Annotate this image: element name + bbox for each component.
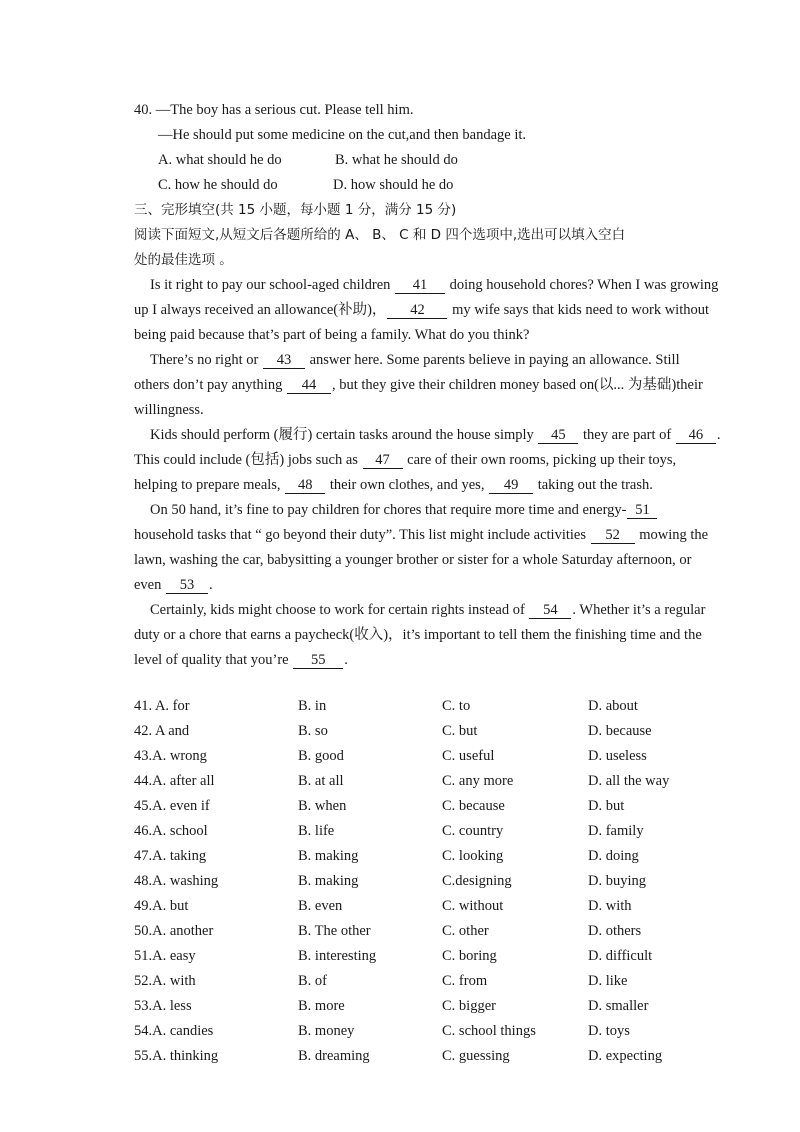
option-c: C. to (442, 698, 471, 714)
q40-stem: 40. —The boy has a serious cut. Please tell him. (134, 102, 414, 118)
passage-text: , but they give their children money based on(以... 为基础)their (331, 377, 703, 393)
options-row (134, 847, 694, 872)
option-c: C. school things (442, 1023, 536, 1039)
option-c: C. bigger (442, 998, 496, 1014)
options-row (134, 897, 694, 922)
blank-52: 52 (591, 528, 635, 544)
options-row (134, 772, 694, 797)
option-c: C. any more (442, 773, 514, 789)
option-c: C. guessing (442, 1048, 510, 1064)
options-row (134, 922, 694, 947)
passage-text: doing household chores? When I was growing (446, 277, 719, 293)
options-row (134, 722, 694, 747)
blank-47: 47 (363, 453, 403, 469)
blank-41: 41 (395, 278, 445, 294)
passage-text: others don’t pay anything (134, 377, 286, 393)
option-d: D. all the way (588, 773, 670, 789)
options-row (134, 1022, 694, 1047)
passage-line: being paid because that’s part of being a family. What do you think? (134, 327, 530, 343)
option-a: 48.A. washing (134, 873, 219, 889)
options-row (134, 822, 694, 847)
passage-line: lawn, washing the car, babysitting a younger brother or sister for a whole Saturday afternoon, or (134, 552, 692, 568)
option-d: D. with (588, 898, 632, 914)
passage-text: On 50 hand, it’s fine to pay children for chores that require more time and energy- (150, 502, 627, 518)
passage-line (134, 526, 708, 544)
passage-text: their own clothes, and yes, (326, 477, 489, 493)
passage-line (134, 301, 709, 319)
q40-reply: —He should put some medicine on the cut,and then bandage it. (158, 127, 527, 143)
passage-line: willingness. (134, 402, 204, 418)
blank-42: 42 (387, 303, 447, 319)
section-heading: 三、完形填空(共 15 小题，每小题 1 分，满分 15 分) (134, 202, 457, 218)
q40-option-d: D. how should he do (333, 177, 454, 193)
option-c: C. country (442, 823, 504, 839)
options-row (134, 747, 694, 772)
option-a: 51.A. easy (134, 948, 196, 964)
passage-text: Is it right to pay our school-aged children (150, 277, 395, 293)
options-row (134, 1047, 694, 1072)
option-a: 44.A. after all (134, 773, 215, 789)
passage-text: Certainly, kids might choose to work for certain rights instead of (150, 602, 529, 618)
answer-options-table (134, 697, 694, 1072)
option-a: 41. A. for (134, 698, 190, 714)
option-d: D. expecting (588, 1048, 663, 1064)
option-a: 53.A. less (134, 998, 192, 1014)
option-b: B. interesting (298, 948, 377, 964)
option-a: 54.A. candies (134, 1023, 214, 1039)
passage-line (134, 651, 348, 669)
section-instruction-line1: 阅读下面短文,从短文后各题所给的 A、 B、 C 和 D 四个选项中,选出可以填入空白 (134, 227, 626, 243)
option-a: 50.A. another (134, 923, 214, 939)
option-b: B. when (298, 798, 347, 814)
passage-line (134, 451, 676, 469)
passage-text: This could include (包括) jobs such as (134, 452, 362, 468)
option-a: 47.A. taking (134, 848, 207, 864)
passage-line (134, 576, 213, 594)
option-c: C. from (442, 973, 488, 989)
blank-44: 44 (287, 378, 331, 394)
passage-text: up I always received an allowance(补助)， (134, 302, 387, 318)
option-b: B. making (298, 848, 359, 864)
option-a: 43.A. wrong (134, 748, 207, 764)
passage-text: taking out the trash. (534, 477, 653, 493)
passage-text: . (716, 427, 721, 443)
passage-line: duty or a chore that earns a paycheck(收入)，it’s important to tell them the finishing time and the (134, 627, 702, 643)
option-c: C. useful (442, 748, 495, 764)
options-row (134, 997, 694, 1022)
option-d: D. like (588, 973, 628, 989)
option-b: B. life (298, 823, 335, 839)
option-a: 49.A. but (134, 898, 189, 914)
passage-text: . Whether it’s a regular (572, 602, 706, 618)
option-b: B. The other (298, 923, 371, 939)
option-a: 45.A. even if (134, 798, 210, 814)
option-d: D. because (588, 723, 652, 739)
options-row (134, 697, 694, 722)
option-d: D. about (588, 698, 638, 714)
passage-line (134, 376, 703, 394)
option-b: B. so (298, 723, 328, 739)
passage-text: care of their own rooms, picking up their toys, (403, 452, 677, 468)
passage-text: mowing the (635, 527, 709, 543)
passage-line (150, 276, 718, 294)
option-d: D. difficult (588, 948, 653, 964)
passage-text: they are part of (579, 427, 675, 443)
q40-option-c: C. how he should do (158, 177, 278, 193)
option-b: B. good (298, 748, 344, 764)
passage-text: my wife says that kids need to work without (448, 302, 709, 318)
passage-line (150, 426, 720, 444)
passage-line (150, 601, 705, 619)
option-c: C. because (442, 798, 505, 814)
blank-43: 43 (263, 353, 305, 369)
option-d: D. smaller (588, 998, 649, 1014)
option-c: C. but (442, 723, 478, 739)
options-row (134, 947, 694, 972)
option-d: D. family (588, 823, 644, 839)
blank-55: 55 (293, 653, 343, 669)
option-b: B. making (298, 873, 359, 889)
blank-49: 49 (489, 478, 533, 494)
option-a: 46.A. school (134, 823, 208, 839)
blank-48: 48 (285, 478, 325, 494)
passage-text: . (344, 652, 348, 668)
passage-text: helping to prepare meals, (134, 477, 285, 493)
passage-text: even (134, 577, 165, 593)
option-c: C. other (442, 923, 489, 939)
option-a: 42. A and (134, 723, 190, 739)
passage-text: . (209, 577, 213, 593)
blank-46: 46 (676, 428, 716, 444)
blank-54: 54 (529, 603, 571, 619)
passage-text: household tasks that “ go beyond their duty”. This list might include activities (134, 527, 590, 543)
option-d: D. buying (588, 873, 646, 889)
blank-53: 53 (166, 578, 208, 594)
option-b: B. in (298, 698, 327, 714)
option-c: C.designing (442, 873, 512, 889)
passage-text: answer here. Some parents believe in paying an allowance. Still (305, 352, 680, 368)
q40-option-b: B. what he should do (335, 152, 458, 168)
option-c: C. without (442, 898, 504, 914)
option-b: B. money (298, 1023, 355, 1039)
option-b: B. of (298, 973, 327, 989)
passage-line (150, 351, 680, 369)
option-b: B. at all (298, 773, 344, 789)
passage-text: Kids should perform (履行) certain tasks around the house simply (150, 427, 538, 443)
option-a: 52.A. with (134, 973, 196, 989)
option-d: D. others (588, 923, 642, 939)
blank-51: 51 (627, 503, 657, 519)
options-row (134, 972, 694, 997)
options-row (134, 872, 694, 897)
section-instruction-line2: 处的最佳选项 。 (134, 252, 233, 268)
option-d: D. doing (588, 848, 639, 864)
option-b: B. more (298, 998, 345, 1014)
passage-line (150, 501, 658, 519)
passage-line (134, 476, 653, 494)
option-c: C. boring (442, 948, 497, 964)
option-a: 55.A. thinking (134, 1048, 219, 1064)
blank-45: 45 (538, 428, 578, 444)
option-d: D. but (588, 798, 625, 814)
option-b: B. dreaming (298, 1048, 370, 1064)
q40-option-a: A. what should he do (158, 152, 282, 168)
option-d: D. useless (588, 748, 647, 764)
passage-text: There’s no right or (150, 352, 262, 368)
option-d: D. toys (588, 1023, 630, 1039)
option-b: B. even (298, 898, 343, 914)
option-c: C. looking (442, 848, 504, 864)
passage-text: level of quality that you’re (134, 652, 293, 668)
options-row (134, 797, 694, 822)
